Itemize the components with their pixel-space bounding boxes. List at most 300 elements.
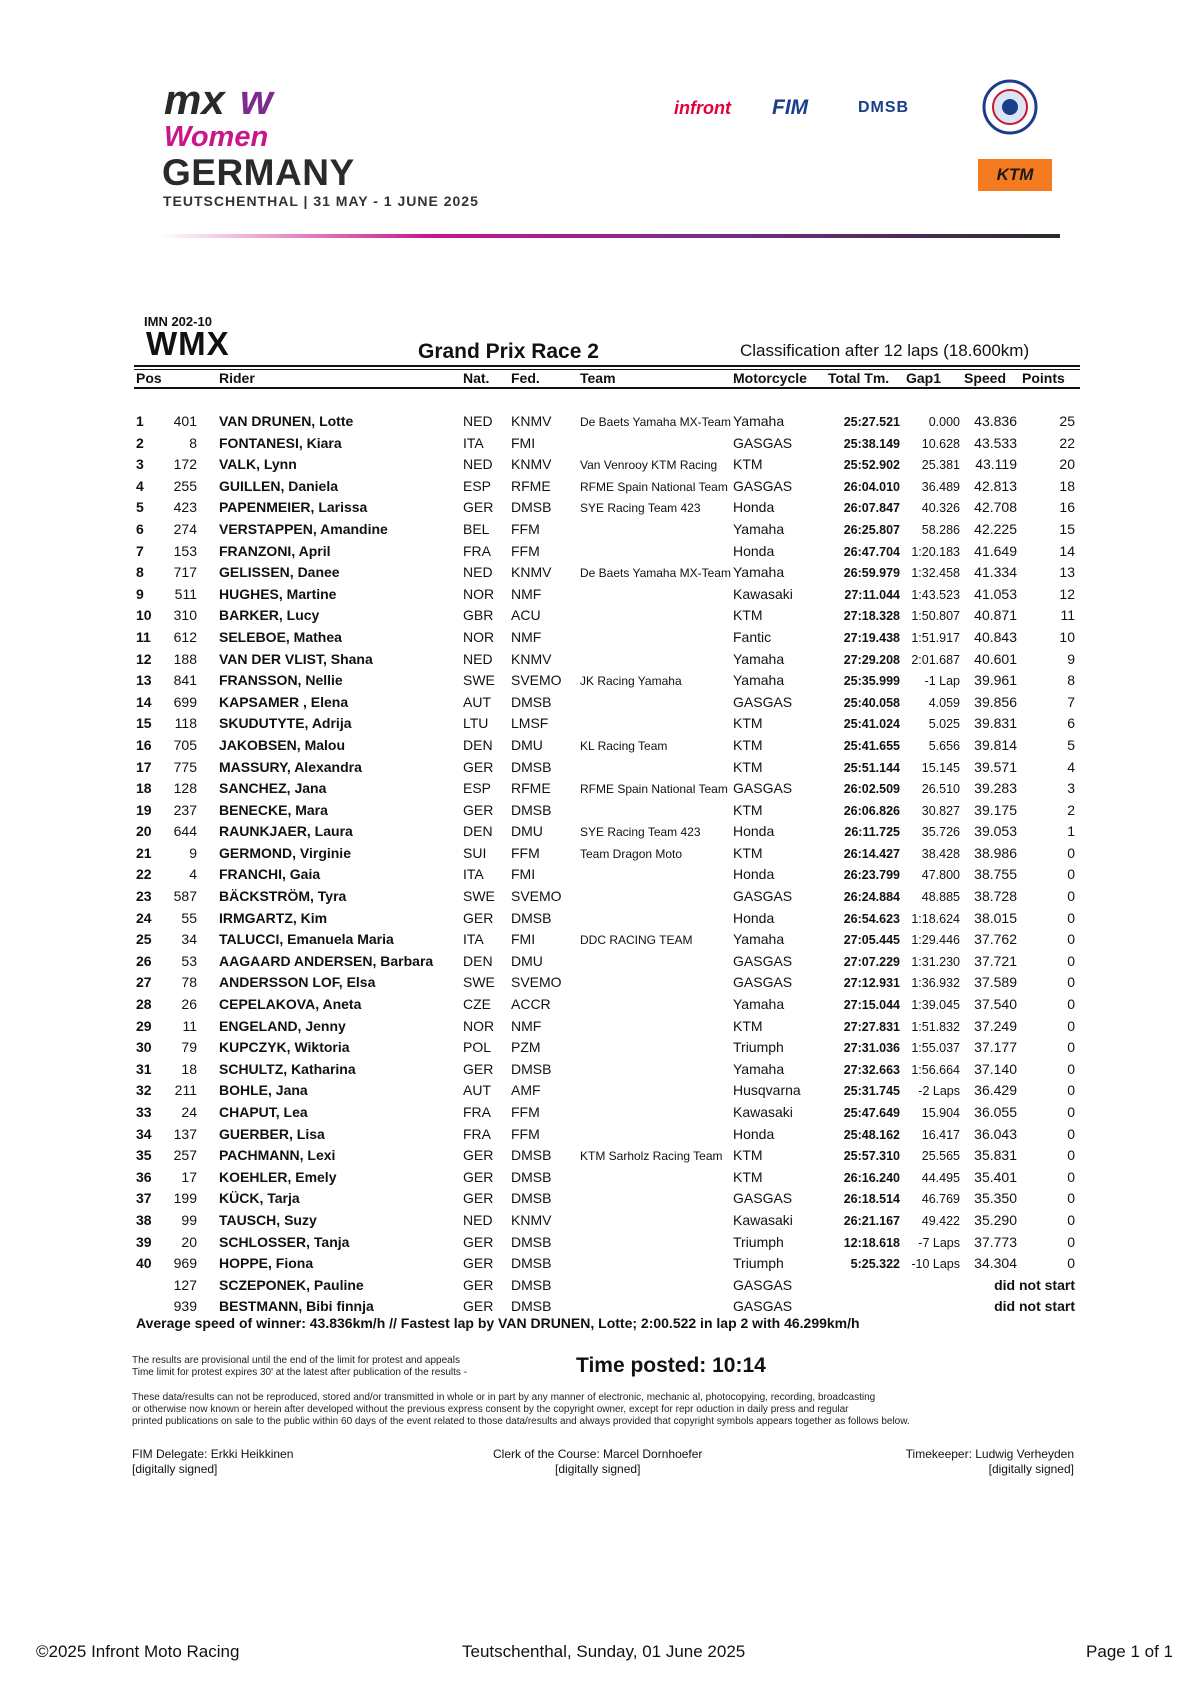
- cell-speed: 39.814: [974, 736, 1017, 753]
- cell-points: 4: [1067, 758, 1075, 775]
- cell-gap: 1:20.183: [911, 544, 960, 559]
- cell-motorcycle: GASGAS: [733, 1298, 793, 1315]
- cell-rider: IRMGARTZ, Kim: [219, 909, 328, 926]
- cell-total-time: 25:41.024: [843, 717, 900, 732]
- header-divider: [160, 234, 1060, 238]
- clerk-signed: [digitally signed]: [555, 1462, 641, 1476]
- cell-team: De Baets Yamaha MX-Team: [580, 566, 731, 581]
- cell-points: 0: [1067, 1147, 1075, 1164]
- cell-total-time: 12:18.618: [843, 1235, 900, 1250]
- cell-nat: SUI: [463, 844, 487, 861]
- cell-gap: 35.726: [921, 825, 960, 840]
- table-row: [0, 1187, 1200, 1209]
- cell-rider: BESTMANN, Bibi finnja: [219, 1298, 374, 1315]
- cell-speed: 43.119: [975, 456, 1017, 473]
- cell-total-time: 25:38.149: [843, 436, 900, 451]
- cell-speed: 37.589: [974, 974, 1017, 991]
- cell-gap: 1:56.664: [911, 1062, 960, 1077]
- cell-nat: SWE: [463, 974, 495, 991]
- cell-pos: 21: [136, 844, 152, 861]
- cell-nat: NED: [463, 564, 493, 581]
- cell-number: 274: [173, 520, 197, 537]
- cell-number: 939: [173, 1298, 197, 1315]
- table-row: [0, 971, 1200, 993]
- cell-nat: ESP: [463, 780, 492, 797]
- cell-gap: 25.381: [921, 458, 960, 473]
- federation-seal-icon: [982, 79, 1038, 135]
- cell-total-time: 27:27.831: [843, 1019, 900, 1034]
- cell-nat: NED: [463, 1211, 493, 1228]
- cell-total-time: 27:05.445: [843, 933, 900, 948]
- cell-pos: 8: [136, 564, 144, 581]
- cell-motorcycle: Kawasaki: [733, 585, 793, 602]
- cell-points: 0: [1067, 1017, 1075, 1034]
- cell-points: 0: [1067, 1190, 1075, 1207]
- cell-rider: SCHLOSSER, Tanja: [219, 1233, 350, 1250]
- cell-points: 16: [1059, 499, 1075, 516]
- cell-gap: 1:32.458: [911, 566, 960, 581]
- cell-gap: 15.145: [921, 760, 960, 775]
- cell-number: 172: [173, 456, 197, 473]
- cell-gap: 15.904: [921, 1106, 960, 1120]
- cell-speed: 37.762: [974, 931, 1017, 948]
- cell-total-time: 25:48.162: [843, 1127, 900, 1142]
- table-row: [0, 1144, 1200, 1166]
- cell-total-time: 26:11.725: [844, 825, 900, 840]
- cell-speed: 37.177: [974, 1039, 1017, 1056]
- cell-total-time: 27:11.044: [844, 587, 900, 602]
- cell-motorcycle: GASGAS: [733, 1276, 793, 1293]
- cell-rider: KUPCZYK, Wiktoria: [219, 1039, 350, 1056]
- cell-nat: LTU: [463, 715, 489, 732]
- cell-pos: 7: [136, 542, 144, 559]
- cell-nat: NED: [463, 456, 493, 473]
- cell-nat: ITA: [463, 866, 484, 883]
- table-row: [0, 1231, 1200, 1253]
- footer-copyright: ©2025 Infront Moto Racing: [36, 1642, 240, 1661]
- cell-points: 0: [1067, 1060, 1075, 1077]
- cell-fed: DMSB: [511, 1233, 552, 1250]
- cell-number: 128: [173, 780, 197, 797]
- cell-motorcycle: KTM: [733, 801, 763, 818]
- cell-total-time: 26:06.826: [843, 803, 900, 818]
- table-row: [0, 1209, 1200, 1231]
- cell-number: 211: [174, 1082, 197, 1099]
- cell-gap: 2:01.687: [911, 652, 960, 667]
- cell-points: 0: [1067, 974, 1075, 991]
- cell-nat: GER: [463, 1233, 494, 1250]
- cell-pos: 40: [136, 1255, 152, 1272]
- cell-speed: 38.015: [974, 909, 1017, 926]
- cell-team: KL Racing Team: [580, 738, 668, 753]
- cell-rider: FONTANESI, Kiara: [219, 434, 342, 451]
- cell-total-time: 26:04.010: [843, 479, 900, 494]
- cell-fed: FFM: [511, 542, 540, 559]
- cell-pos: 28: [136, 996, 152, 1013]
- cell-motorcycle: KTM: [733, 715, 763, 732]
- cell-number: 9: [189, 844, 197, 861]
- cell-speed: 42.813: [974, 477, 1017, 494]
- cell-motorcycle: GASGAS: [733, 974, 793, 991]
- cell-rider: JAKOBSEN, Malou: [219, 736, 346, 753]
- cell-pos: 34: [136, 1125, 152, 1142]
- cell-points: 2: [1067, 801, 1075, 818]
- cell-fed: SVEMO: [511, 672, 562, 689]
- cell-pos: 10: [136, 607, 152, 624]
- cell-fed: DMSB: [511, 693, 552, 710]
- table-row: [0, 993, 1200, 1015]
- cell-gap: 44.495: [921, 1170, 960, 1185]
- cell-speed: 35.290: [974, 1211, 1017, 1228]
- timekeeper-name: Timekeeper: Ludwig Verheyden: [905, 1447, 1074, 1461]
- timekeeper-signed: [digitally signed]: [988, 1462, 1074, 1476]
- cell-gap: 58.286: [921, 522, 960, 537]
- cell-points: 18: [1059, 477, 1075, 494]
- cell-pos: 20: [136, 823, 152, 840]
- cell-pos: 22: [136, 866, 152, 883]
- cell-gap: 5.025: [928, 717, 960, 732]
- cell-motorcycle: Honda: [733, 909, 775, 926]
- cell-gap: 49.422: [921, 1213, 960, 1228]
- cell-speed: 35.831: [974, 1147, 1017, 1164]
- table-row: [0, 475, 1200, 497]
- cell-fed: DMSB: [511, 1255, 552, 1272]
- cell-speed: 40.601: [974, 650, 1017, 667]
- cell-total-time: 27:31.036: [843, 1041, 900, 1056]
- cell-rider: GERMOND, Virginie: [219, 844, 351, 861]
- cell-motorcycle: Yamaha: [733, 564, 785, 581]
- cell-motorcycle: Honda: [733, 499, 775, 516]
- cell-number: 257: [173, 1147, 197, 1164]
- cell-number: 199: [173, 1190, 197, 1207]
- cell-points: 0: [1067, 1233, 1075, 1250]
- cell-total-time: 25:51.144: [843, 760, 900, 775]
- cell-number: 587: [173, 888, 197, 905]
- provisional-notes: [132, 1355, 467, 1379]
- cell-motorcycle: Kawasaki: [733, 1104, 793, 1120]
- cell-pos: 15: [136, 715, 152, 732]
- cell-speed: 34.304: [974, 1255, 1017, 1272]
- cell-speed: 40.871: [974, 607, 1017, 624]
- cell-nat: NED: [463, 650, 493, 667]
- cell-number: 188: [173, 650, 197, 667]
- cell-motorcycle: GASGAS: [733, 434, 793, 451]
- cell-nat: FRA: [463, 1104, 491, 1120]
- cell-motorcycle: Husqvarna: [733, 1082, 801, 1099]
- cell-rider: TAUSCH, Suzy: [219, 1211, 317, 1228]
- cell-gap: 47.800: [921, 868, 960, 883]
- cell-motorcycle: Honda: [733, 542, 775, 559]
- cell-total-time: 26:23.799: [843, 868, 900, 883]
- cell-gap: -7 Laps: [918, 1235, 960, 1250]
- cell-points: 0: [1067, 909, 1075, 926]
- cell-speed: 39.175: [974, 801, 1017, 818]
- cell-total-time: 27:32.663: [843, 1062, 900, 1077]
- cell-total-time: 25:52.902: [843, 458, 900, 473]
- cell-rider: BARKER, Lucy: [219, 607, 320, 624]
- cell-team: SYE Racing Team 423: [580, 825, 701, 840]
- cell-fed: DMU: [511, 823, 543, 840]
- cell-motorcycle: GASGAS: [733, 477, 793, 494]
- cell-speed: 42.708: [974, 499, 1017, 516]
- cell-fed: DMSB: [511, 1190, 552, 1207]
- cell-number: 17: [181, 1168, 197, 1185]
- cell-fed: DMSB: [511, 1147, 552, 1164]
- cell-nat: GER: [463, 1276, 494, 1293]
- col-gap: Gap1: [906, 370, 942, 386]
- cell-nat: NOR: [463, 628, 495, 645]
- svg-text:Women: Women: [164, 121, 269, 150]
- cell-gap: 1:18.624: [911, 911, 960, 926]
- cell-fed: KNMV: [511, 456, 552, 473]
- cell-total-time: 26:54.623: [843, 911, 900, 926]
- cell-points: 6: [1067, 715, 1075, 732]
- cell-gap: 1:31.230: [911, 954, 960, 969]
- cell-motorcycle: KTM: [733, 758, 763, 775]
- legal-line-3: printed publications on sale to the public within 60 days of the event related to those data/results and always provided that copyright symbols appears together as follows below.: [132, 1416, 910, 1427]
- cell-rider: HOPPE, Fiona: [219, 1255, 314, 1272]
- table-row: [0, 820, 1200, 842]
- cell-rider: VALK, Lynn: [219, 456, 297, 473]
- cell-nat: GER: [463, 909, 494, 926]
- cell-nat: NOR: [463, 585, 495, 602]
- cell-total-time: 26:21.167: [843, 1213, 900, 1228]
- cell-motorcycle: Triumph: [733, 1039, 784, 1056]
- cell-speed: 39.856: [974, 693, 1017, 710]
- cell-nat: GER: [463, 758, 494, 775]
- cell-points: 7: [1067, 693, 1075, 710]
- cell-gap: 4.059: [928, 695, 960, 710]
- imn-code: IMN 202-10: [144, 314, 212, 329]
- cell-rider: ANDERSSON LOF, Elsa: [219, 974, 376, 991]
- cell-fed: FMI: [511, 434, 536, 451]
- cell-number: 969: [173, 1255, 197, 1272]
- cell-points: 5: [1067, 736, 1075, 753]
- cell-motorcycle: Triumph: [733, 1255, 784, 1272]
- cell-total-time: 26:16.240: [843, 1170, 900, 1185]
- cell-number: 127: [173, 1276, 197, 1293]
- cell-speed: 39.961: [974, 672, 1017, 689]
- cell-nat: SWE: [463, 888, 495, 905]
- cell-speed: 43.836: [974, 413, 1017, 429]
- table-row: [0, 928, 1200, 950]
- col-points: Points: [1022, 370, 1065, 386]
- cell-rider: BÄCKSTRÖM, Tyra: [219, 888, 347, 905]
- cell-number: 705: [173, 736, 197, 753]
- table-row: [0, 1015, 1200, 1037]
- cell-speed: 37.249: [974, 1017, 1017, 1034]
- cell-total-time: 27:12.931: [843, 976, 900, 991]
- cell-number: 20: [181, 1233, 197, 1250]
- cell-total-time: 26:47.704: [843, 544, 900, 559]
- cell-nat: DEN: [463, 952, 493, 969]
- table-row: [0, 863, 1200, 885]
- cell-fed: DMSB: [511, 1168, 552, 1185]
- table-row: [0, 691, 1200, 713]
- cell-gap: 48.885: [921, 890, 960, 905]
- delegate-signed: [digitally signed]: [132, 1462, 218, 1476]
- cell-nat: GBR: [463, 607, 494, 624]
- cell-gap: -1 Lap: [924, 674, 960, 689]
- cell-rider: GELISSEN, Danee: [219, 564, 340, 581]
- cell-total-time: 25:40.058: [843, 695, 900, 710]
- cell-total-time: 27:07.229: [843, 954, 900, 969]
- cell-rider: PAPENMEIER, Larissa: [219, 499, 368, 516]
- cell-number: 644: [173, 823, 197, 840]
- cell-points: 13: [1059, 564, 1075, 581]
- cell-speed: 36.055: [974, 1104, 1017, 1120]
- cell-fed: DMSB: [511, 1060, 552, 1077]
- cell-team: Van Venrooy KTM Racing: [580, 458, 718, 473]
- table-row: [0, 1058, 1200, 1080]
- cell-pos: 4: [136, 477, 144, 494]
- cell-nat: BEL: [463, 520, 490, 537]
- col-nat: Nat.: [463, 370, 490, 386]
- cell-points: 15: [1059, 520, 1075, 537]
- cell-number: 99: [181, 1211, 197, 1228]
- cell-pos: 16: [136, 736, 152, 753]
- cell-motorcycle: KTM: [733, 1147, 763, 1164]
- cell-total-time: 5:25.322: [850, 1257, 900, 1272]
- cell-points: 1: [1067, 823, 1075, 840]
- cell-speed: 36.429: [974, 1082, 1017, 1099]
- cell-rider: FRANSSON, Nellie: [219, 672, 343, 689]
- cell-nat: POL: [463, 1039, 492, 1056]
- cell-motorcycle: GASGAS: [733, 1190, 793, 1207]
- table-row: [0, 540, 1200, 562]
- cell-number: 78: [181, 974, 197, 991]
- cell-nat: SWE: [463, 672, 495, 689]
- cell-speed: 37.540: [974, 996, 1017, 1013]
- cell-gap: 0.000: [928, 415, 960, 429]
- cell-team: De Baets Yamaha MX-Team: [580, 415, 731, 429]
- cell-team: DDC RACING TEAM: [580, 933, 693, 948]
- cell-points: 0: [1067, 866, 1075, 883]
- cell-pos: 17: [136, 758, 152, 775]
- cell-nat: ITA: [463, 434, 484, 451]
- table-row: [0, 1166, 1200, 1188]
- cell-rider: GUERBER, Lisa: [219, 1125, 325, 1142]
- cell-speed: 37.773: [974, 1233, 1017, 1250]
- col-fed: Fed.: [511, 370, 540, 386]
- cell-rider: SKUDUTYTE, Adrija: [219, 715, 352, 732]
- table-row: [0, 842, 1200, 864]
- cell-rider: VAN DER VLIST, Shana: [219, 650, 373, 667]
- cell-pos: 33: [136, 1104, 152, 1120]
- cell-status: did not start: [994, 1276, 1075, 1293]
- cell-rider: PACHMANN, Lexi: [219, 1147, 336, 1164]
- cell-pos: 1: [136, 413, 144, 429]
- cell-motorcycle: Yamaha: [733, 650, 785, 667]
- race-title: Grand Prix Race 2: [418, 340, 599, 363]
- cell-points: 0: [1067, 1168, 1075, 1185]
- legal-line-1: These data/results can not be reproduced, stored and/or transmitted in whole or in part by any manner of electronic, mechanic al, photocopying, recording, broadcasting: [132, 1392, 876, 1403]
- signature-clerk: [493, 1447, 702, 1477]
- cell-points: 0: [1067, 1039, 1075, 1056]
- cell-number: 255: [173, 477, 197, 494]
- cell-speed: 39.053: [974, 823, 1017, 840]
- cell-pos: 35: [136, 1147, 152, 1164]
- delegate-name: FIM Delegate: Erkki Heikkinen: [132, 1447, 294, 1461]
- cell-gap: 1:29.446: [911, 933, 960, 948]
- cell-motorcycle: Yamaha: [733, 931, 785, 948]
- event-name: GERMANY: [162, 152, 355, 193]
- cell-points: 8: [1067, 672, 1075, 689]
- cell-nat: ESP: [463, 477, 492, 494]
- cell-team: JK Racing Yamaha: [580, 674, 682, 689]
- table-row: [0, 626, 1200, 648]
- cell-pos: 25: [136, 931, 152, 948]
- cell-motorcycle: Triumph: [733, 1233, 784, 1250]
- cell-fed: DMSB: [511, 499, 552, 516]
- cell-fed: KNMV: [511, 564, 552, 581]
- cell-pos: 14: [136, 693, 152, 710]
- cell-nat: GER: [463, 1255, 494, 1272]
- cell-fed: FFM: [511, 1104, 540, 1120]
- cell-pos: 24: [136, 909, 152, 926]
- cell-fed: FFM: [511, 844, 540, 861]
- col-team: Team: [580, 370, 616, 386]
- cell-motorcycle: GASGAS: [733, 952, 793, 969]
- cell-team: RFME Spain National Team: [580, 479, 728, 494]
- cell-pos: 6: [136, 520, 144, 537]
- cell-number: 310: [173, 607, 197, 624]
- cell-points: 0: [1067, 844, 1075, 861]
- table-header: [0, 370, 1200, 387]
- cell-speed: 39.283: [974, 780, 1017, 797]
- cell-rider: FRANZONI, April: [219, 542, 331, 559]
- cell-rider: HUGHES, Martine: [219, 585, 337, 602]
- cell-points: 0: [1067, 1082, 1075, 1099]
- cell-number: 53: [181, 952, 197, 969]
- cell-fed: NMF: [511, 628, 542, 645]
- infront-logo: infront: [674, 98, 731, 118]
- cell-fed: DMU: [511, 952, 543, 969]
- cell-total-time: 26:24.884: [843, 890, 900, 905]
- ktm-logo: KTM: [978, 159, 1052, 191]
- cell-points: 25: [1059, 413, 1075, 429]
- provisional-note-2: Time limit for protest expires 30' at the latest after publication of the results -: [132, 1367, 468, 1378]
- cell-number: 699: [173, 693, 197, 710]
- cell-motorcycle: Honda: [733, 1125, 775, 1142]
- cell-speed: 35.350: [974, 1190, 1017, 1207]
- cell-motorcycle: KTM: [733, 456, 763, 473]
- cell-motorcycle: Honda: [733, 823, 775, 840]
- table-row: [0, 799, 1200, 821]
- cell-speed: 38.986: [974, 844, 1017, 861]
- cell-points: 11: [1060, 607, 1075, 624]
- cell-total-time: 26:25.807: [843, 522, 900, 537]
- cell-gap: 1:50.807: [911, 609, 960, 624]
- cell-pos: 2: [136, 434, 144, 451]
- cell-fed: DMSB: [511, 909, 552, 926]
- cell-gap: 16.417: [921, 1127, 960, 1142]
- cell-nat: GER: [463, 801, 494, 818]
- table-row: [0, 1252, 1200, 1274]
- cell-pos: 9: [136, 585, 144, 602]
- footer-page: Page 1 of 1: [1086, 1642, 1173, 1661]
- cell-total-time: 26:18.514: [843, 1192, 900, 1207]
- cell-total-time: 25:27.521: [843, 415, 900, 429]
- cell-number: 775: [173, 758, 197, 775]
- cell-fed: AMF: [511, 1082, 541, 1099]
- col-total-time: Total Tm.: [828, 370, 890, 386]
- legal-notice: [132, 1392, 910, 1428]
- cell-rider: TALUCCI, Emanuela Maria: [219, 931, 394, 948]
- cell-rider: BOHLE, Jana: [219, 1082, 308, 1099]
- cell-motorcycle: KTM: [733, 1017, 763, 1034]
- cell-pos: 12: [136, 650, 152, 667]
